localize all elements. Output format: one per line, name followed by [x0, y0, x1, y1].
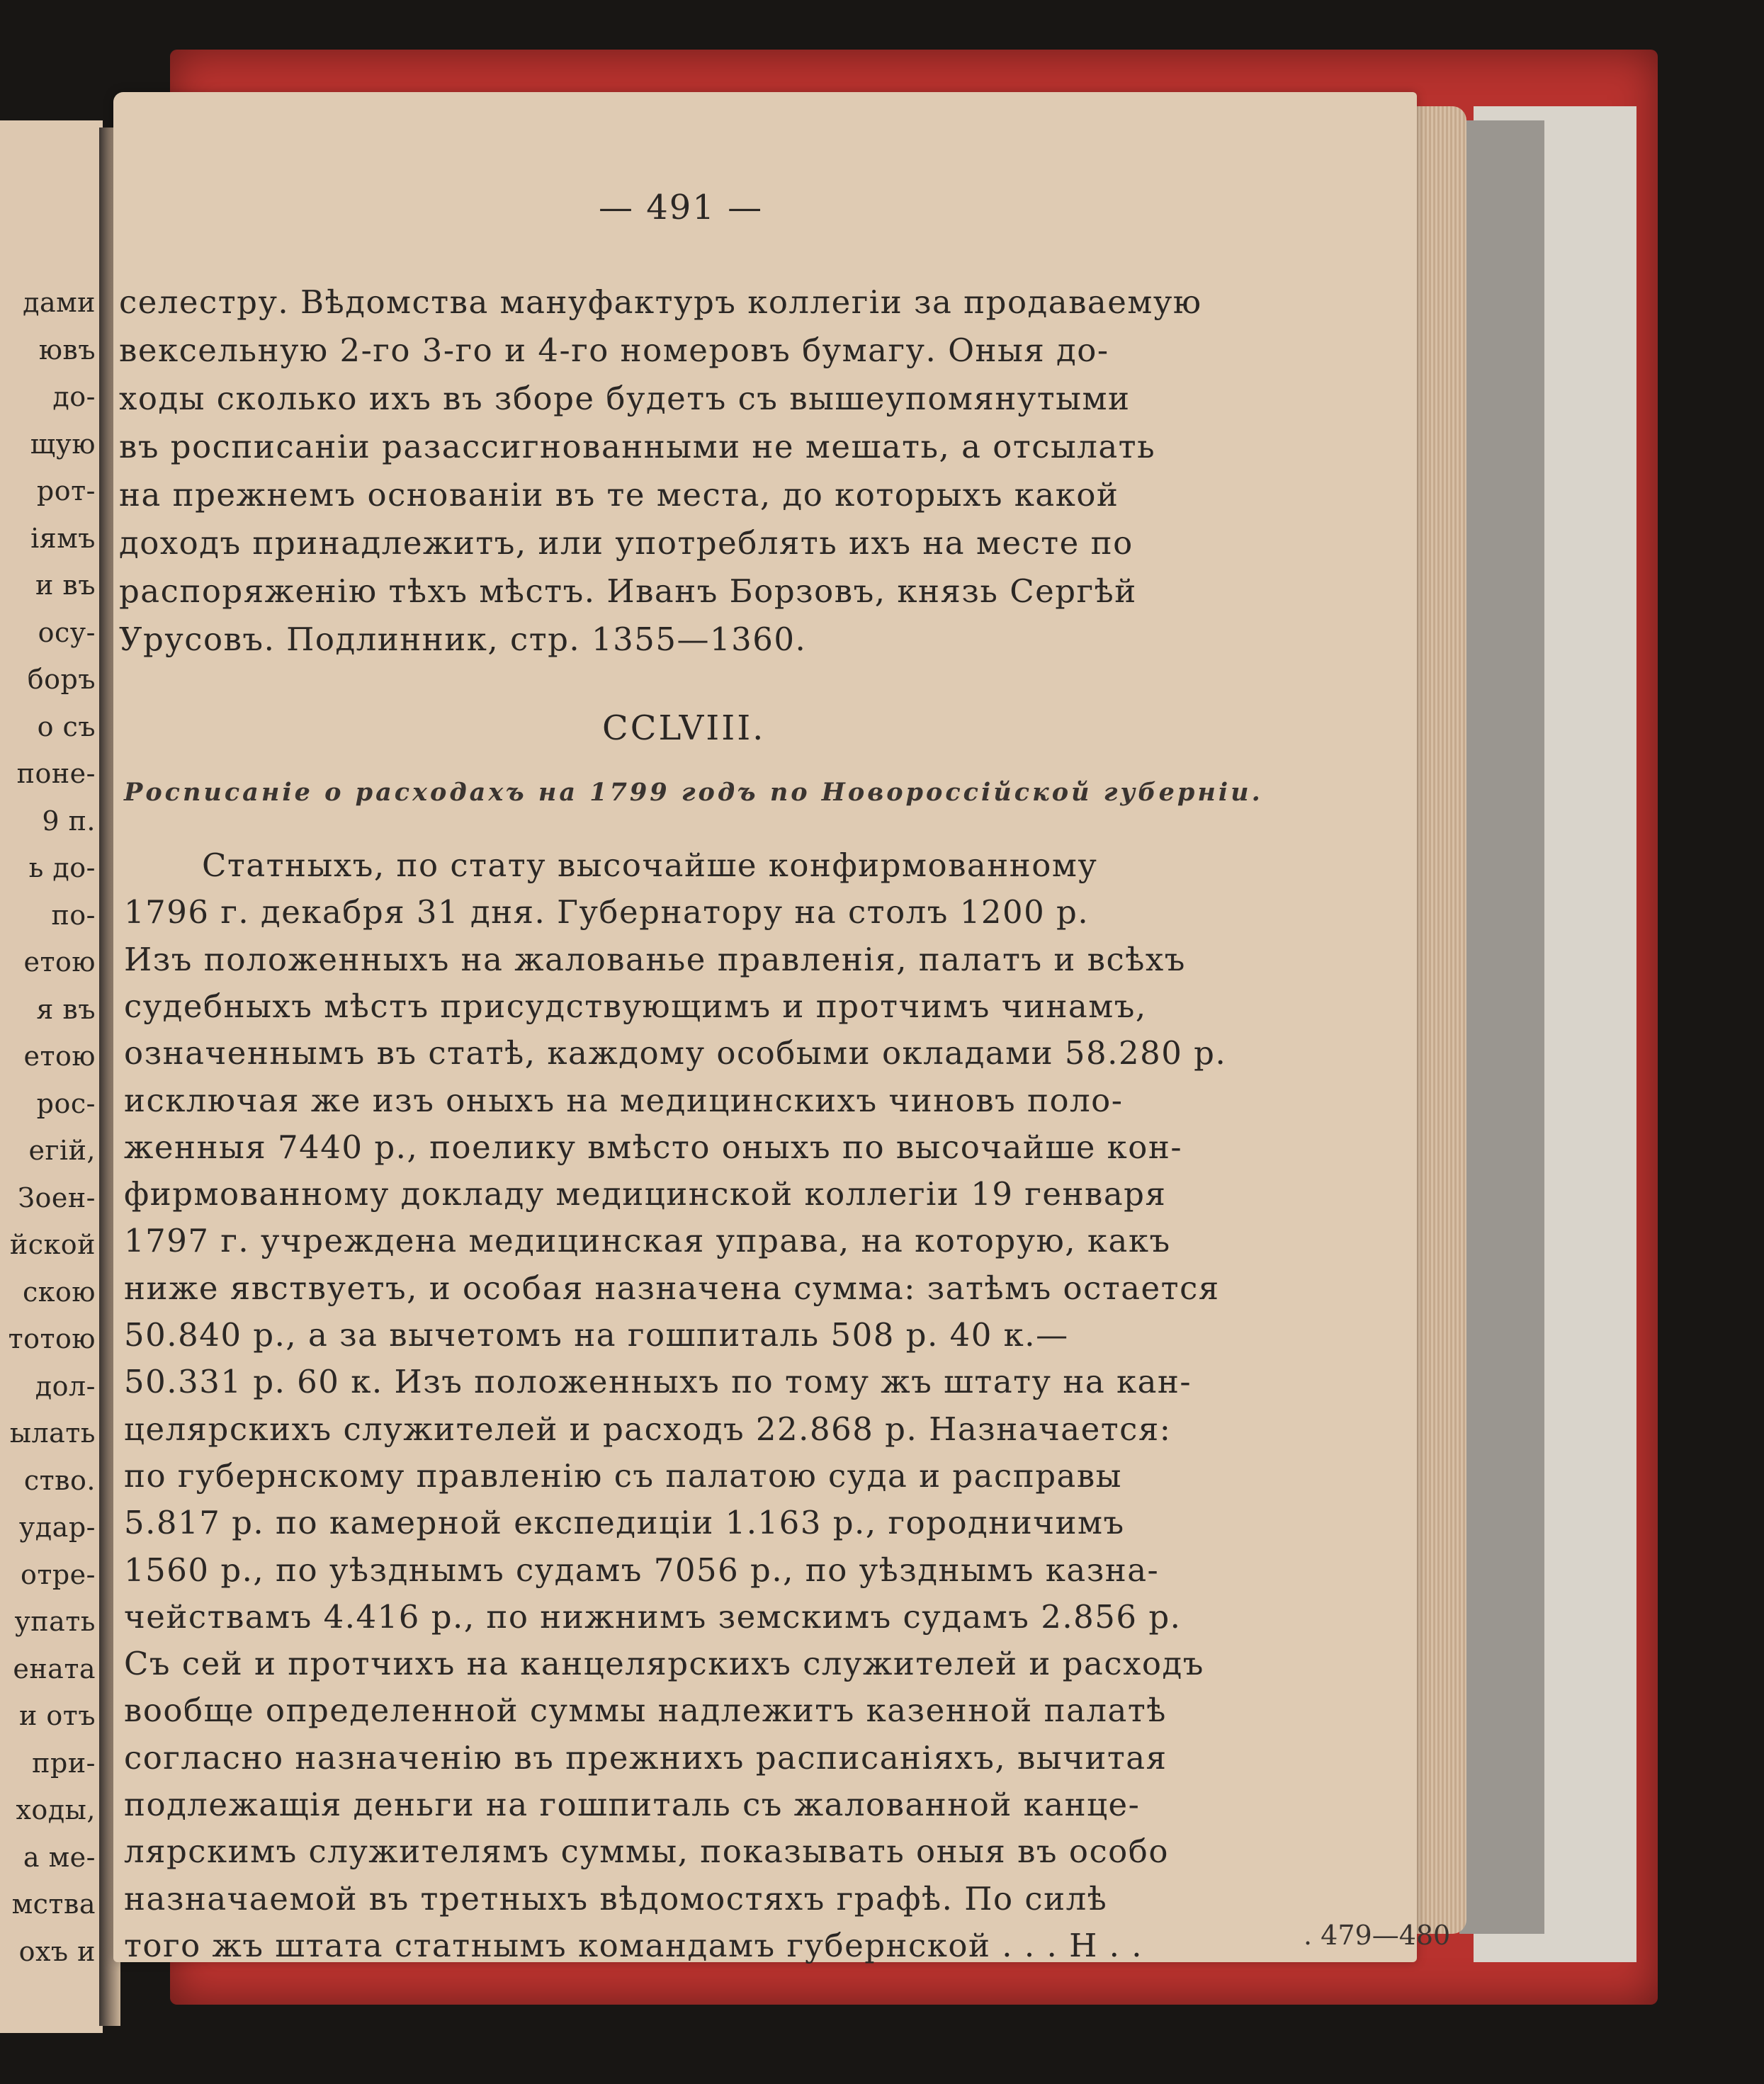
- prev-page-line: іямъ: [30, 522, 96, 554]
- text-line: чействамъ 4.416 р., по нижнимъ земскимъ судамъ 2.856 р.: [124, 1597, 1182, 1636]
- prev-page-line: етою: [23, 946, 96, 978]
- prev-page-line: 9 п.: [42, 805, 96, 837]
- section-heading: CCLVIII.: [602, 708, 766, 748]
- prev-page-line: етою: [23, 1041, 96, 1072]
- text-line: ниже явствуетъ, и особая назначена сумма: затѣмъ остается: [124, 1269, 1220, 1307]
- prev-page-line: ство.: [23, 1464, 96, 1496]
- text-line: того жъ штата статнымъ командамъ губернской . . . Н . .: [124, 1926, 1143, 1964]
- text-line: 50.840 р., а за вычетомъ на гошпиталь 508 р. 40 к.—: [124, 1316, 1069, 1354]
- text-line: на прежнемъ основаніи въ те места, до которыхъ какой: [119, 476, 1119, 514]
- text-line: вексельную 2-го 3-го и 4-го номеровъ бумагу. Оныя до-: [119, 332, 1109, 369]
- text-line: исключая же изъ оныхъ на медицинскихъ чиновъ поло-: [124, 1081, 1124, 1119]
- text-line: вообще определенной суммы надлежитъ казенной палатѣ: [124, 1692, 1167, 1730]
- prev-page-line: Зоен-: [18, 1182, 96, 1213]
- prev-page-line: по-: [51, 899, 96, 931]
- text-line: 1797 г. учреждена медицинская управа, на которую, какъ: [124, 1222, 1171, 1260]
- prev-page-line: при-: [32, 1747, 96, 1779]
- prev-page-line: йской: [9, 1229, 96, 1260]
- text-line: женныя 7440 р., поелику вмѣсто оныхъ по высочайше кон-: [124, 1128, 1183, 1166]
- prev-page-line: дол-: [35, 1370, 96, 1402]
- text-line: ходы сколько ихъ въ зборе будетъ съ вышеупомянутыми: [119, 380, 1131, 417]
- text-line: Урусовъ. Подлинник, стр. 1355—1360.: [119, 621, 807, 658]
- prev-page-line: осу-: [38, 616, 96, 648]
- prev-page-line: ходы,: [16, 1794, 96, 1825]
- prev-page-line: ылать: [9, 1417, 96, 1449]
- prev-page-line: а ме-: [23, 1841, 96, 1873]
- prev-page-line: скою: [23, 1276, 96, 1308]
- text-line: распоряженію тѣхъ мѣстъ. Иванъ Борзовъ, князь Сергѣй: [119, 572, 1137, 610]
- text-line: назначаемой въ третныхъ вѣдомостяхъ графѣ. По силѣ: [124, 1879, 1108, 1918]
- prev-page-line: дами: [23, 287, 96, 318]
- text-line: означеннымъ въ статѣ, каждому особыми окладами 58.280 р.: [124, 1034, 1227, 1072]
- prev-page-line: щую: [30, 428, 96, 460]
- prev-page-line: ювъ: [38, 334, 96, 366]
- prev-page-line: охъ и: [18, 1935, 96, 1967]
- text-line: фирмованному докладу медицинской коллегіи 19 генваря: [124, 1175, 1167, 1213]
- prev-page-line: удар-: [18, 1512, 96, 1543]
- prev-page-line: тотою: [8, 1323, 96, 1354]
- text-line: целярскихъ служителей и расходъ 22.868 р. Назначается:: [124, 1410, 1172, 1448]
- prev-page-line: и въ: [35, 570, 96, 601]
- prev-page-line: ь до-: [28, 852, 96, 883]
- text-line: Съ сей и протчихъ на канцелярскихъ служителей и расходъ: [124, 1645, 1204, 1683]
- text-line: доходъ принадлежитъ, или употреблять ихъ на месте по: [119, 524, 1133, 562]
- text-line: Статныхъ, по стату высочайше конфирмованному: [202, 846, 1098, 884]
- text-line: 5.817 р. по камерной експедиціи 1.163 р., городничимъ: [124, 1504, 1125, 1542]
- prev-page-line: боръ: [27, 664, 96, 695]
- text-line: 1796 г. декабря 31 дня. Губернатору на столъ 1200 р.: [124, 893, 1090, 931]
- text-line: Изъ положенныхъ на жалованье правленія, палатъ и всѣхъ: [124, 940, 1186, 978]
- text-line: въ росписаніи разассигнованными не мешать, а отсылать: [119, 428, 1156, 465]
- prev-page-line: я въ: [36, 993, 96, 1025]
- text-line: 1560 р., по уѣзднымъ судамъ 7056 р., по уѣзднымъ казна-: [124, 1551, 1160, 1589]
- text-line: селестру. Вѣдомства мануфактуръ коллегіи за продаваемую: [119, 283, 1202, 321]
- text-line: судебныхъ мѣстъ присудствующимъ и протчимъ чинамъ,: [124, 987, 1147, 1025]
- prev-page-line: отре-: [20, 1558, 96, 1590]
- prev-page-line: егій,: [28, 1135, 96, 1166]
- text-line: лярскимъ служителямъ суммы, показывать оныя въ особо: [124, 1833, 1169, 1871]
- text-line: 50.331 р. 60 к. Изъ положенныхъ по тому жъ штату на кан-: [124, 1363, 1192, 1401]
- prev-page-line: и отъ: [19, 1700, 96, 1731]
- prev-page-line: о съ: [37, 710, 96, 742]
- text-line: по губернскому правленію съ палатою суда и расправы: [124, 1456, 1122, 1495]
- prev-page-line: до-: [52, 381, 96, 412]
- page-number: — 491 —: [599, 188, 764, 227]
- text-line: подлежащія деньги на гошпиталь съ жалованной канце-: [124, 1786, 1141, 1823]
- cover-slip: [1459, 120, 1544, 1934]
- prev-page-line: поне-: [16, 758, 96, 789]
- footer-page-reference: . 479—480: [1304, 1920, 1451, 1951]
- section-subtitle: Росписаніе о расходахъ на 1799 годъ по Новороссійской губерніи.: [124, 778, 1263, 807]
- prev-page-line: рос-: [36, 1087, 96, 1119]
- previous-page-fragment: [0, 120, 103, 2033]
- prev-page-line: ената: [13, 1653, 96, 1684]
- text-line: согласно назначенію въ прежнихъ расписаніяхъ, вычитая: [124, 1738, 1167, 1777]
- prev-page-line: мства: [11, 1888, 96, 1920]
- prev-page-line: упать: [14, 1606, 96, 1637]
- prev-page-line: рот-: [36, 475, 96, 506]
